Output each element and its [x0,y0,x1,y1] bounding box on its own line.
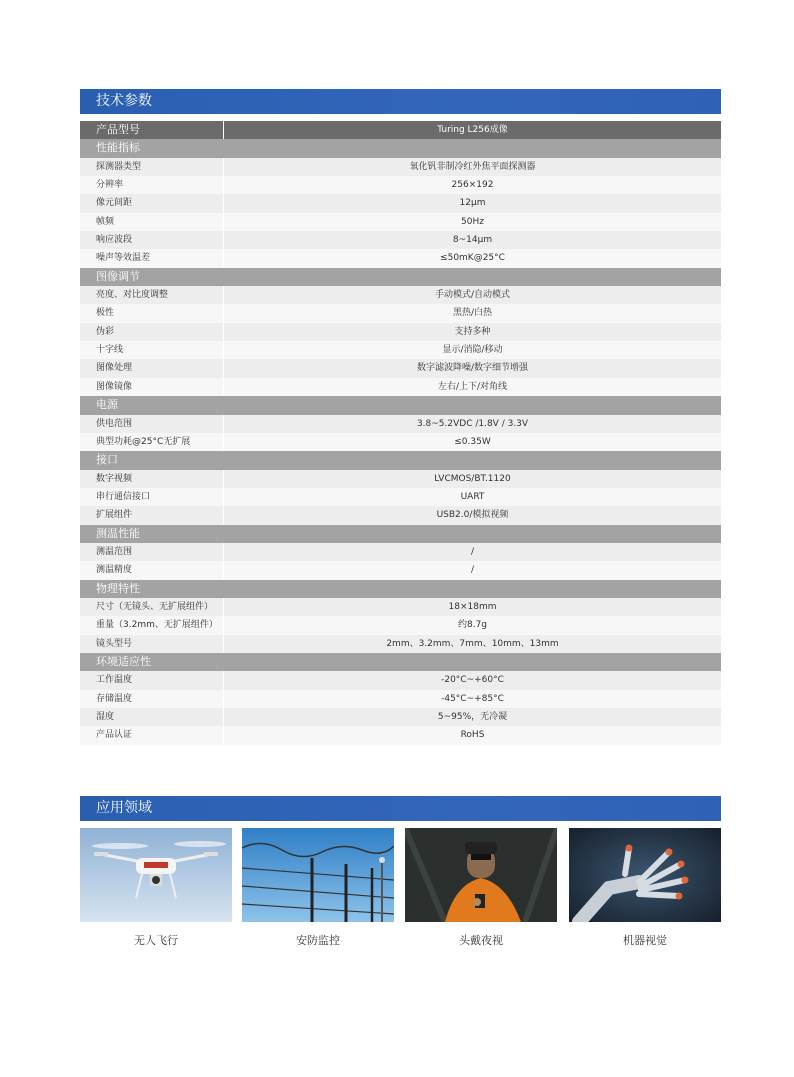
table-category-row [80,451,721,469]
row-value: -20°C~+60°C [223,671,721,689]
row-label: 像元间距 [80,194,223,212]
row-label: 接口 [80,451,223,469]
table-header-row [80,121,721,139]
row-label: 测温精度 [80,561,223,579]
row-label: 噪声等效温差 [80,249,223,267]
row-label: 测温性能 [80,525,223,543]
row-value: 18×18mm [223,598,721,616]
row-value: 50Hz [223,213,721,231]
table-row [80,671,721,689]
table-row [80,323,721,341]
row-value [223,451,721,469]
row-value: 黑热/白热 [223,304,721,322]
row-value [223,139,721,157]
row-value: 3.8~5.2VDC /1.8V / 3.3V [223,415,721,433]
row-value: UART [223,488,721,506]
table-category-row [80,580,721,598]
row-value: 支持多种 [223,323,721,341]
app-caption: 头戴夜视 [459,934,503,947]
table-row [80,158,721,176]
row-label: 尺寸（无镜头、无扩展组件） [80,598,223,616]
table-row [80,635,721,653]
row-value: ≤50mK@25°C [223,249,721,267]
table-row [80,304,721,322]
row-label: 产品认证 [80,726,223,744]
table-category-row [80,653,721,671]
row-label: 数字视频 [80,470,223,488]
table-category-row [80,396,721,414]
row-value: 左右/上下/对角线 [223,378,721,396]
table-row [80,176,721,194]
row-value: 2mm、3.2mm、7mm、10mm、13mm [223,635,721,653]
row-label: 性能指标 [80,139,223,157]
app-card-night-vision [405,828,557,948]
table-row [80,708,721,726]
robot-hand-photo [569,828,721,922]
row-label: 物理特性 [80,580,223,598]
row-value [223,580,721,598]
row-value: 5~95%，无冷凝 [223,708,721,726]
app-card-machine-vision [569,828,721,948]
table-category-row [80,139,721,157]
row-label: 十字线 [80,341,223,359]
row-value: 12μm [223,194,721,212]
table-category-row [80,525,721,543]
table-row [80,415,721,433]
row-value [223,268,721,286]
row-label: 产品型号 [80,121,223,139]
apps-section-title: 应用领域 [80,796,721,821]
row-label: 亮度、对比度调整 [80,286,223,304]
table-row [80,506,721,524]
table-row [80,561,721,579]
table-row [80,433,721,451]
row-value [223,396,721,414]
row-label: 分辨率 [80,176,223,194]
row-label: 电源 [80,396,223,414]
row-label: 湿度 [80,708,223,726]
row-label: 图像处理 [80,359,223,377]
row-value [223,653,721,671]
table-row [80,249,721,267]
row-value: 约8.7g [223,616,721,634]
row-value: Turing L256成像 [223,121,721,139]
app-caption: 安防监控 [296,934,340,947]
row-label: 图像镜像 [80,378,223,396]
row-label: 扩展组件 [80,506,223,524]
row-value: 256×192 [223,176,721,194]
row-value: / [223,561,721,579]
row-value: 数字滤波降噪/数字细节增强 [223,359,721,377]
night-vision-photo [405,828,557,922]
table-row [80,488,721,506]
row-value: 8~14μm [223,231,721,249]
app-card-security [242,828,394,948]
app-caption: 机器视觉 [623,934,667,947]
row-label: 重量（3.2mm、无扩展组件） [80,616,223,634]
table-row [80,616,721,634]
table-row [80,726,721,744]
spec-table [80,121,721,745]
row-label: 环境适应性 [80,653,223,671]
table-row [80,378,721,396]
row-value: RoHS [223,726,721,744]
table-row [80,341,721,359]
row-label: 帧频 [80,213,223,231]
row-label: 典型功耗@25°C无扩展 [80,433,223,451]
row-label: 镜头型号 [80,635,223,653]
row-value: / [223,543,721,561]
row-label: 伪彩 [80,323,223,341]
row-value: 显示/消隐/移动 [223,341,721,359]
row-value: ≤0.35W [223,433,721,451]
row-label: 测温范围 [80,543,223,561]
barbed-wire-photo [242,828,394,922]
row-value: 氧化钒非制冷红外焦平面探测器 [223,158,721,176]
row-value: LVCMOS/BT.1120 [223,470,721,488]
row-label: 供电范围 [80,415,223,433]
table-category-row [80,268,721,286]
table-row [80,286,721,304]
row-value: USB2.0/模拟视频 [223,506,721,524]
params-section-title: 技术参数 [80,89,721,114]
row-label: 探测器类型 [80,158,223,176]
row-label: 响应波段 [80,231,223,249]
drone-photo [80,828,232,922]
row-label: 串行通信接口 [80,488,223,506]
row-value: -45°C~+85°C [223,690,721,708]
row-label: 存储温度 [80,690,223,708]
row-value: 手动模式/自动模式 [223,286,721,304]
table-row [80,598,721,616]
row-label: 极性 [80,304,223,322]
table-row [80,470,721,488]
app-card-drone [80,828,232,948]
row-label: 图像调节 [80,268,223,286]
row-value [223,525,721,543]
table-row [80,690,721,708]
table-row [80,359,721,377]
row-label: 工作温度 [80,671,223,689]
table-row [80,194,721,212]
table-row [80,231,721,249]
table-row [80,543,721,561]
table-row [80,213,721,231]
app-caption: 无人飞行 [134,934,178,947]
